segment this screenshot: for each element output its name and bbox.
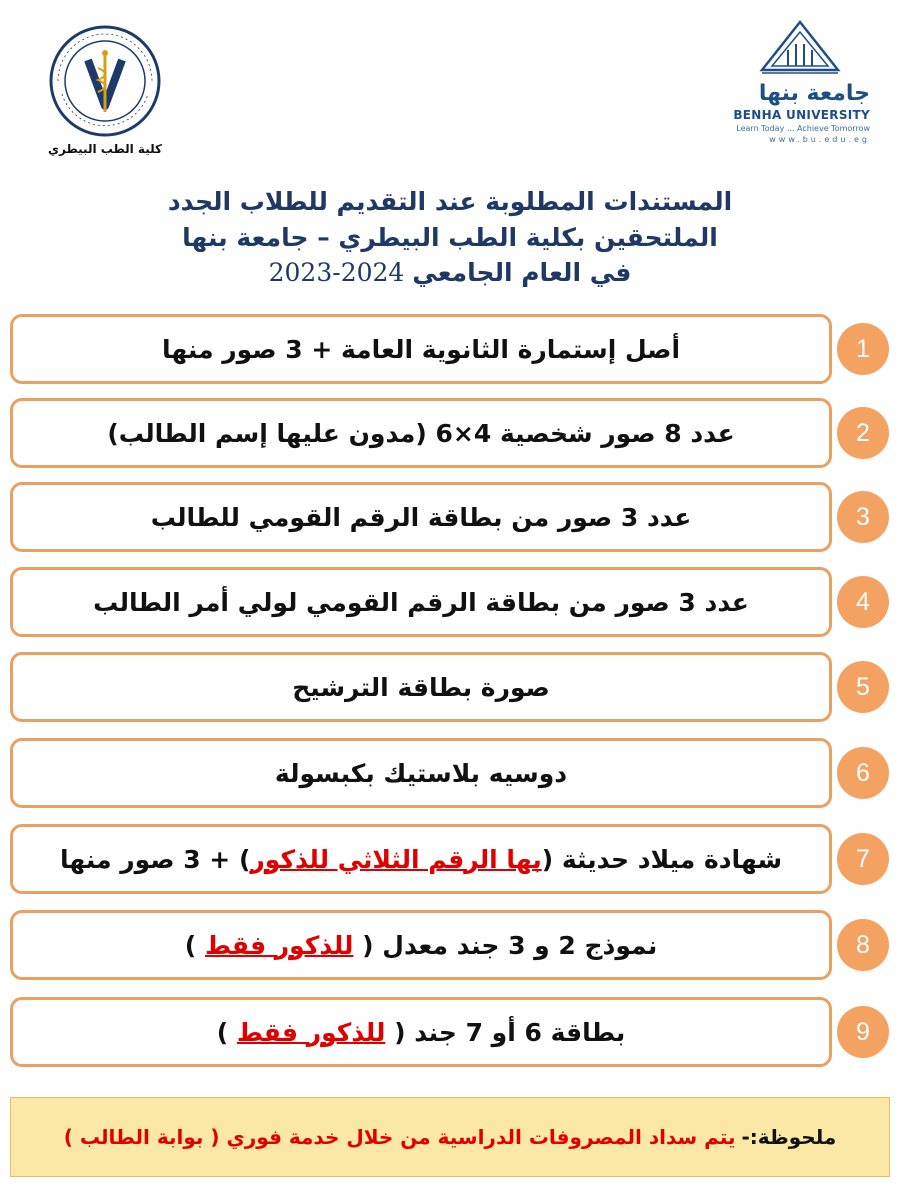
- requirement-item-7: [10, 824, 832, 894]
- requirement-highlight: للذكور فقط: [236, 1017, 386, 1047]
- faculty-logo: [40, 24, 170, 156]
- requirement-text: صورة بطاقة الترشيح: [292, 672, 550, 702]
- requirement-item-6: [10, 738, 832, 808]
- requirement-highlight: للذكور فقط: [204, 930, 354, 960]
- university-name-english: BENHA UNIVERSITY: [733, 108, 870, 123]
- payment-note: [10, 1097, 890, 1177]
- item-number-badge: 6: [837, 747, 889, 799]
- item-number-badge: 9: [837, 1006, 889, 1058]
- requirement-item-5: [10, 652, 832, 722]
- university-tagline: Learn Today ... Achieve Tomorrow: [736, 124, 870, 134]
- title-year-line: [130, 256, 770, 290]
- requirement-text-before: شهادة ميلاد حديثة (: [541, 844, 783, 874]
- requirement-text-after: ): [184, 930, 205, 960]
- requirement-text-before: نموذج 2 و 3 جند معدل (: [353, 930, 658, 960]
- requirement-text: دوسيه بلاستيك بكبسولة: [274, 758, 568, 788]
- university-website: www.bu.edu.eg: [769, 135, 870, 145]
- requirement-text: عدد 3 صور من بطاقة الرقم القومي لولي أمر الطالب: [93, 587, 749, 617]
- requirement-text-before: بطاقة 6 أو 7 جند (: [385, 1017, 626, 1047]
- requirement-text-after: ) + 3 صور منها: [59, 844, 251, 874]
- requirement-item-3: [10, 482, 832, 552]
- university-name-arabic: جامعة بنها: [758, 81, 870, 106]
- requirement-item-1: [10, 314, 832, 384]
- requirement-text: [185, 931, 657, 960]
- requirement-item-8: [10, 910, 832, 980]
- page-title: [130, 184, 770, 290]
- requirement-text: [217, 1018, 626, 1047]
- requirement-text: أصل إستمارة الثانوية العامة + 3 صور منها: [161, 334, 681, 364]
- benha-university-building-icon: [758, 20, 842, 76]
- requirement-text-after: ): [216, 1017, 237, 1047]
- veterinary-faculty-seal-icon: [48, 24, 162, 138]
- requirement-text: عدد 3 صور من بطاقة الرقم القومي للطالب: [150, 502, 692, 532]
- requirement-item-2: [10, 398, 832, 468]
- requirement-item-9: [10, 997, 832, 1067]
- title-line-2: الملتحقين بكلية الطب البيطري – جامعة بنها: [182, 223, 718, 252]
- item-number-badge: 8: [837, 919, 889, 971]
- title-line-1: المستندات المطلوبة عند التقديم للطلاب الجدد: [167, 187, 733, 216]
- page-header: [0, 0, 900, 180]
- requirement-text: عدد 8 صور شخصية 4×6 (مدون عليها إسم الطالب): [107, 418, 735, 448]
- item-number-badge: 5: [837, 661, 889, 713]
- item-number-badge: 4: [837, 576, 889, 628]
- academic-year: 2023-2024: [268, 258, 405, 287]
- year-label: في العام الجامعي: [412, 258, 632, 287]
- requirement-text: [60, 845, 782, 874]
- faculty-name: كلية الطب البيطري: [48, 142, 162, 156]
- note-text: يتم سداد المصروفات الدراسية من خلال خدمة فوري ( بوابة الطالب ): [63, 1125, 736, 1149]
- requirement-highlight: بها الرقم الثلاثي للذكور: [250, 844, 542, 874]
- note-label: ملحوظة:-: [741, 1125, 837, 1149]
- item-number-badge: 3: [837, 491, 889, 543]
- item-number-badge: 1: [837, 323, 889, 375]
- requirement-item-4: [10, 567, 832, 637]
- university-logo: [730, 20, 870, 144]
- item-number-badge: 7: [837, 833, 889, 885]
- item-number-badge: 2: [837, 407, 889, 459]
